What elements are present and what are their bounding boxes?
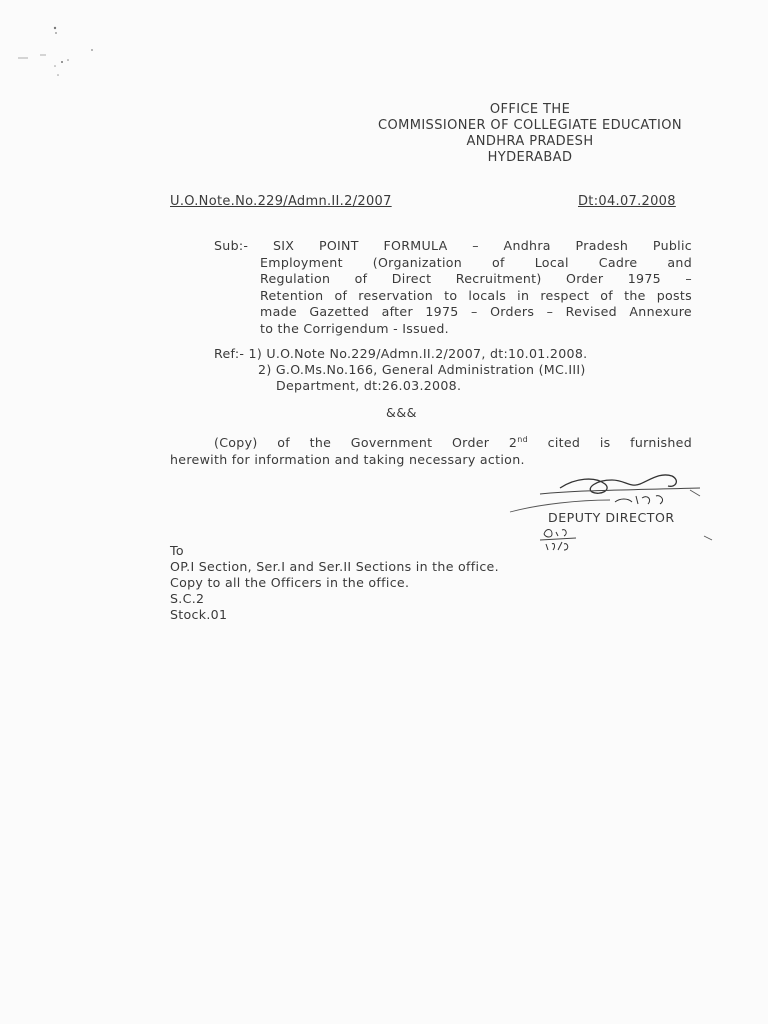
subject-line: Sub:- SIX POINT FORMULA – Andhra Pradesh Public bbox=[214, 238, 692, 253]
distribution-line: Copy to all the Officers in the office. bbox=[170, 575, 410, 590]
subject-line: made Gazetted after 1975 – Orders – Revised Annexure bbox=[260, 304, 692, 319]
body-line: herewith for information and taking necessary action. bbox=[170, 452, 525, 467]
to-label: To bbox=[170, 543, 184, 558]
reference-line: Department, dt:26.03.2008. bbox=[276, 378, 462, 393]
references-block bbox=[214, 346, 587, 394]
handwritten-initials bbox=[536, 524, 716, 554]
body-text: cited is furnished bbox=[527, 435, 692, 450]
subject-line: Retention of reservation to locals in respect of the posts bbox=[260, 287, 692, 303]
distribution-line: OP.I Section, Ser.I and Ser.II Sections in the office. bbox=[170, 559, 499, 574]
office-header bbox=[300, 102, 760, 166]
subject-block bbox=[214, 238, 692, 337]
subject-line: Regulation of Direct Recruitment) Order 1975 – bbox=[260, 271, 692, 286]
section-separator: &&& bbox=[386, 405, 417, 420]
memo-number: U.O.Note.No.229/Admn.II.2/2007 bbox=[170, 194, 392, 209]
reference-line: Ref:- 1) U.O.Note No.229/Admn.II.2/2007, dt:10.01.2008. bbox=[214, 346, 588, 361]
scan-specks-decoration bbox=[0, 0, 120, 90]
body-text: (Copy) of the Government Order 2 bbox=[214, 435, 518, 450]
header-line-state: ANDHRA PRADESH bbox=[466, 134, 594, 149]
memo-date: Dt:04.07.2008 bbox=[578, 194, 676, 209]
body-line bbox=[170, 434, 692, 451]
reference-line: 2) G.O.Ms.No.166, General Administration (MC.III) bbox=[258, 362, 586, 377]
ordinal-suffix: nd bbox=[517, 434, 528, 444]
distribution-line: S.C.2 bbox=[170, 591, 205, 606]
distribution-line: Stock.01 bbox=[170, 607, 228, 622]
header-line-office: OFFICE THE bbox=[489, 102, 571, 117]
subject-line: Employment (Organization of Local Cadre and bbox=[260, 254, 692, 270]
signatory-designation: DEPUTY DIRECTOR bbox=[548, 510, 675, 525]
header-line-city: HYDERABAD bbox=[487, 150, 573, 165]
header-line-commissioner: COMMISSIONER OF COLLEGIATE EDUCATION bbox=[377, 118, 682, 133]
subject-line: to the Corrigendum - Issued. bbox=[260, 320, 449, 336]
distribution-block bbox=[170, 543, 499, 623]
